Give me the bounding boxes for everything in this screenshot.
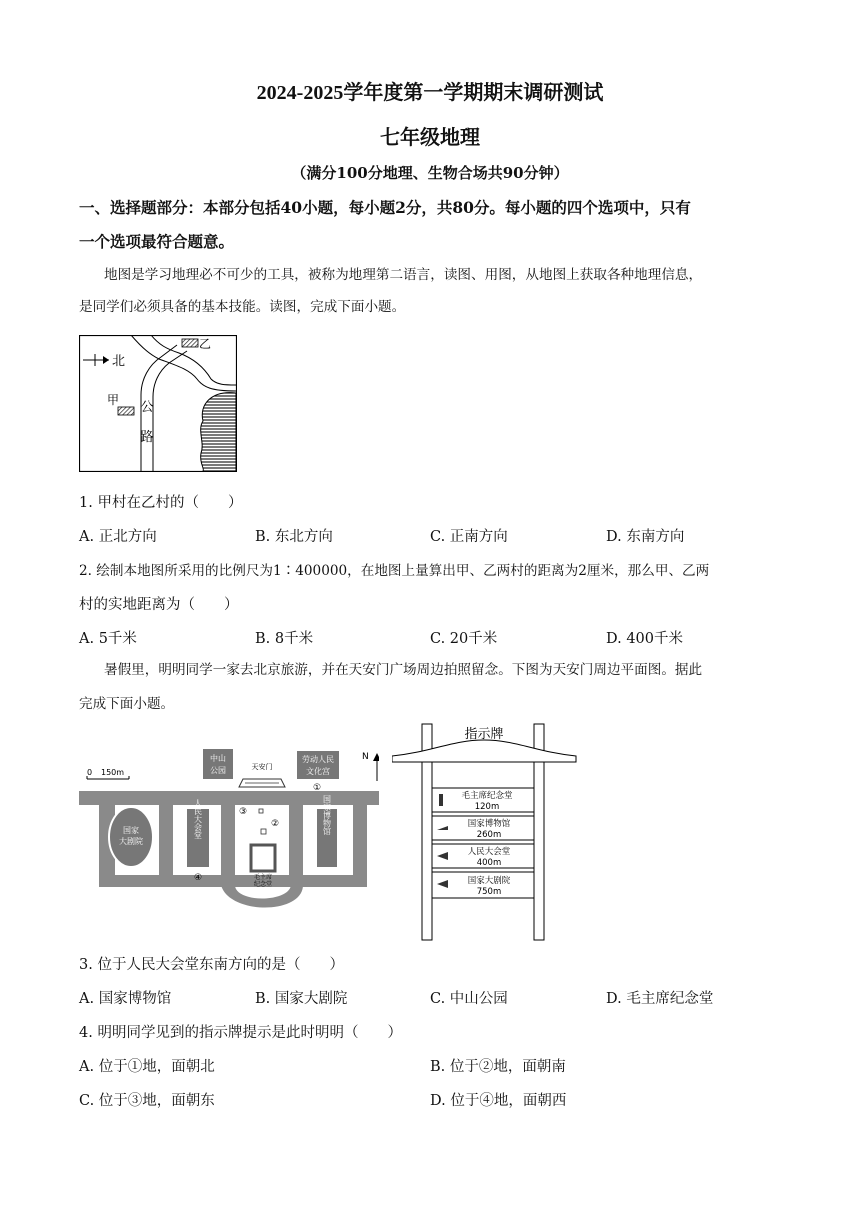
village-jia-label: 甲 — [107, 393, 120, 407]
q2-stem-line2: 村的实地距离为（ ） — [79, 597, 239, 613]
north-label: 北 — [112, 354, 126, 369]
village-map — [79, 335, 237, 472]
q3-option-d[interactable]: D. 毛主席纪念堂 — [606, 991, 714, 1007]
laodong-label-1: 劳动人民 — [302, 755, 334, 764]
east-road — [353, 805, 367, 885]
tiananmen-map — [79, 745, 379, 915]
marker-1: ① — [313, 783, 322, 793]
great-hall-label: 人民大会堂 — [193, 799, 203, 839]
sign-row-2-dist: 260m — [476, 830, 502, 840]
signpost-row-4 — [432, 872, 534, 898]
sign-row-4-name: 国家大剧院 — [467, 876, 511, 886]
tiananmen-label: 天安门 — [251, 763, 273, 771]
monument-icon — [259, 809, 263, 813]
q1-option-b[interactable]: B. 东北方向 — [255, 529, 333, 545]
sign-row-3-dist: 400m — [476, 858, 502, 868]
q4-option-c[interactable]: C. 位于③地，面朝东 — [79, 1093, 215, 1109]
pointing-up-hand-icon — [439, 794, 443, 806]
sign-row-3-name: 人民大会堂 — [467, 847, 511, 857]
q2-option-c[interactable]: C. 20千米 — [430, 631, 498, 647]
q1-option-d[interactable]: D. 东南方向 — [606, 529, 685, 545]
q2-option-a[interactable]: A. 5千米 — [79, 631, 137, 647]
q3-option-a[interactable]: A. 国家博物馆 — [79, 991, 172, 1007]
marker-3: ③ — [239, 807, 248, 817]
q2-option-b[interactable]: B. 8千米 — [255, 631, 314, 647]
sign-row-2-name: 国家博物馆 — [467, 819, 511, 829]
national-museum-label: 国家博物馆 — [322, 795, 332, 835]
theater-label-1: 国家 — [123, 826, 139, 835]
zhongshan-label-2: 公园 — [210, 766, 226, 775]
sign-row-4-dist: 750m — [476, 887, 502, 897]
road-label-char2: 路 — [140, 430, 154, 445]
road-label-char1: 公 — [140, 400, 154, 415]
memorial-label-2: 纪念堂 — [253, 881, 273, 888]
section-heading-line2: 一个选项最符合题意。 — [79, 232, 235, 251]
intro2-line1: 暑假里，明明同学一家去北京旅游，并在天安门广场周边拍照留念。下图为天安门周边平面图。据此 — [104, 662, 703, 678]
signpost-diagram — [392, 722, 578, 942]
scale-length: 150m — [101, 768, 125, 777]
sign-row-1-dist: 120m — [474, 802, 500, 812]
qianmen-loop — [221, 885, 303, 908]
q2-stem-line1: 2. 绘制本地图所采用的比例尺为1∶400000，在地图上量算出甲、乙两村的距离为2厘米，那么甲、乙两 — [79, 563, 710, 579]
center-road-east — [289, 805, 303, 885]
q1-stem: 1. 甲村在乙村的（ ） — [79, 495, 243, 511]
sign-row-1-name: 毛主席纪念堂 — [461, 791, 513, 801]
village-yi-label: 乙 — [199, 337, 212, 351]
north-label-2: N — [362, 752, 369, 762]
signpost-row-1 — [432, 788, 534, 812]
intro2-line2: 完成下面小题。 — [79, 696, 175, 712]
north-arrow-icon-2 — [373, 753, 379, 761]
intro1-line1: 地图是学习地理必不可少的工具，被称为地理第二语言，读图、用图，从地图上获取各种地理信息， — [104, 267, 703, 283]
page-title: 2024-2025学年度第一学期期末调研测试 — [256, 82, 604, 104]
signpost-header-text: 指示牌 — [464, 727, 504, 742]
marker-2: ② — [271, 819, 280, 829]
memorial-hall-shape — [251, 845, 275, 871]
intro1-line2: 是同学们必须具备的基本技能。读图，完成下面小题。 — [79, 299, 406, 315]
signpost-header-board — [392, 740, 576, 762]
flag-icon — [261, 829, 266, 834]
memorial-label-1: 毛主席 — [253, 874, 273, 881]
marker-4: ④ — [194, 873, 203, 883]
signpost-row-2 — [432, 816, 534, 840]
q4-option-d[interactable]: D. 位于④地，面朝西 — [430, 1093, 567, 1109]
village-yi-icon — [182, 339, 198, 347]
hall-west-road — [159, 805, 173, 885]
q4-option-b[interactable]: B. 位于②地，面朝南 — [430, 1059, 566, 1075]
q3-stem: 3. 位于人民大会堂东南方向的是（ ） — [79, 957, 344, 973]
changan-avenue — [79, 791, 379, 805]
lake-shape — [201, 393, 236, 471]
zhongshan-label-1: 中山 — [210, 754, 226, 763]
q3-option-b[interactable]: B. 国家大剧院 — [255, 991, 348, 1007]
scale-zero: 0 — [87, 768, 93, 777]
q1-option-a[interactable]: A. 正北方向 — [79, 529, 157, 545]
q2-option-d[interactable]: D. 400千米 — [606, 631, 684, 647]
laodong-label-2: 文化宫 — [306, 767, 330, 776]
center-road-west — [221, 805, 235, 885]
q1-option-c[interactable]: C. 正南方向 — [430, 529, 508, 545]
q4-stem: 4. 明明同学见到的指示牌提示是此时明明（ ） — [79, 1025, 402, 1041]
village-jia-icon — [118, 407, 134, 415]
exam-note: （满分100分地理、生物合场共90分钟） — [291, 164, 569, 182]
q4-option-a[interactable]: A. 位于①地，面朝北 — [79, 1059, 215, 1075]
q3-option-c[interactable]: C. 中山公园 — [430, 991, 508, 1007]
theater-label-2: 大剧院 — [119, 837, 143, 846]
section-heading-line1: 一、选择题部分：本部分包括40小题，每小题2分，共80分。每小题的四个选项中，只有 — [79, 198, 691, 217]
page-subtitle: 七年级地理 — [380, 127, 480, 149]
signpost-row-3 — [432, 844, 534, 868]
